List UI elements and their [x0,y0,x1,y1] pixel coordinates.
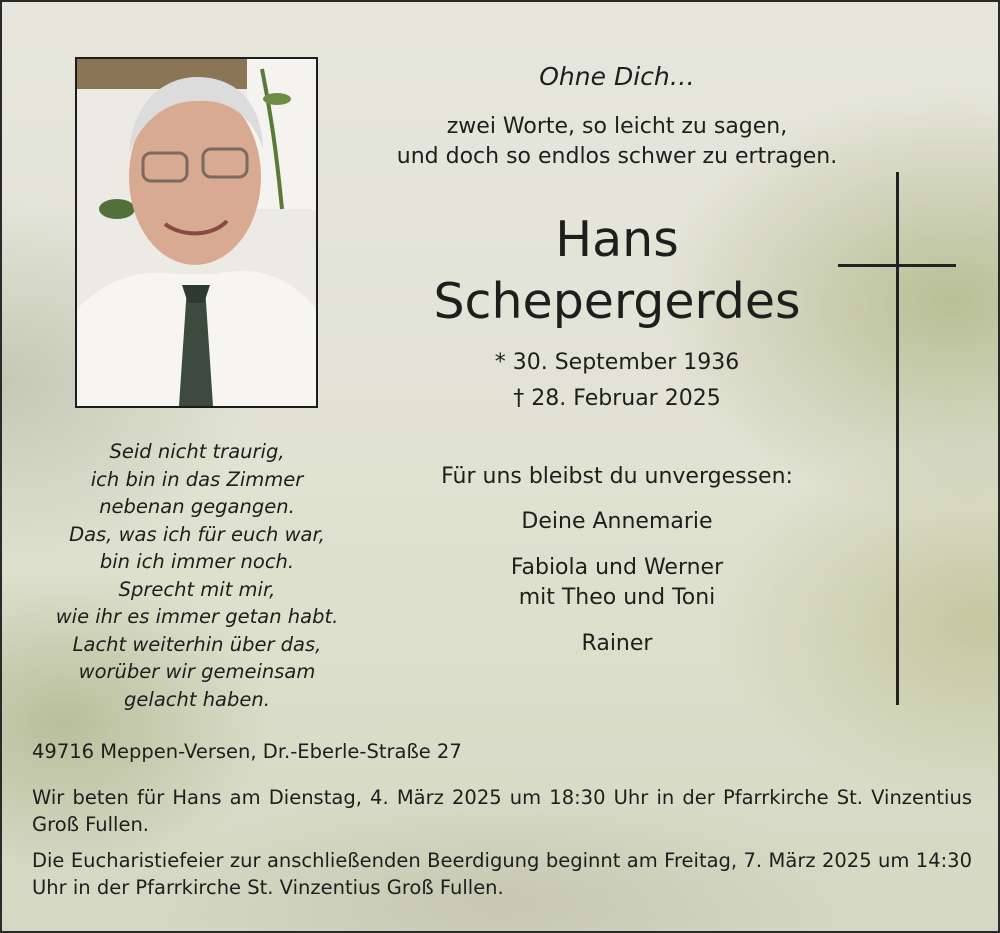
birth-date: * 30. September 1936 [494,350,740,375]
death-date: † 28. Februar 2025 [513,386,721,411]
poem-line: Sprecht mit mir, [118,577,276,601]
poem-line: worüber wir gemeinsam [78,660,316,683]
mourner-theo-toni: mit Theo und Toni [518,585,716,610]
poem-line: wie ihr es immer getan habt. [55,605,339,628]
poem-line: Seid nicht traurig, [109,440,285,463]
address: 49716 Meppen-Versen, Dr.-Eberle-Straße 27 [32,740,462,763]
mourners-intro: Für uns bleibst du unvergessen: [441,464,793,489]
quote-line-2: und doch so endlos schwer zu ertragen. [396,144,838,169]
poem-line: bin ich immer noch. [99,550,295,573]
poem-line: Lacht weiterhin über das, [72,632,322,656]
prayer-announcement: Wir beten für Hans am Dienstag, 4. März 2025 um 18:30 Uhr in der Pfarrkirche St. Vinzentius Groß Fullen. [32,786,972,836]
mourner-fabiola-werner: Fabiola und Werner [510,555,724,580]
funeral-announcement: Die Eucharistiefeier zur anschließenden Beerdigung beginnt am Freitag, 7. März 2025 um 14:30 Uhr in der Pfarrkirche St. Vinzentius Groß Fullen. [32,849,972,899]
portrait-photo [75,57,318,408]
quote-line-1: zwei Worte, so leicht zu sagen, [446,114,788,139]
poem-line: ich bin in das Zimmer [90,467,304,491]
cross-icon-bar [838,264,956,267]
motto-heading: Ohne Dich… [539,62,695,91]
poem-line: nebenan gegangen. [99,495,295,518]
deceased-surname: Schepergerdes [433,273,801,330]
memorial-poem [22,438,372,713]
cross-icon [896,172,899,705]
poem-line: Das, was ich für euch war, [69,522,325,546]
deceased-given-name: Hans [555,211,679,268]
mourner-annemarie: Deine Annemarie [521,509,713,534]
mourner-rainer: Rainer [581,631,653,656]
poem-line: gelacht haben. [124,687,270,711]
